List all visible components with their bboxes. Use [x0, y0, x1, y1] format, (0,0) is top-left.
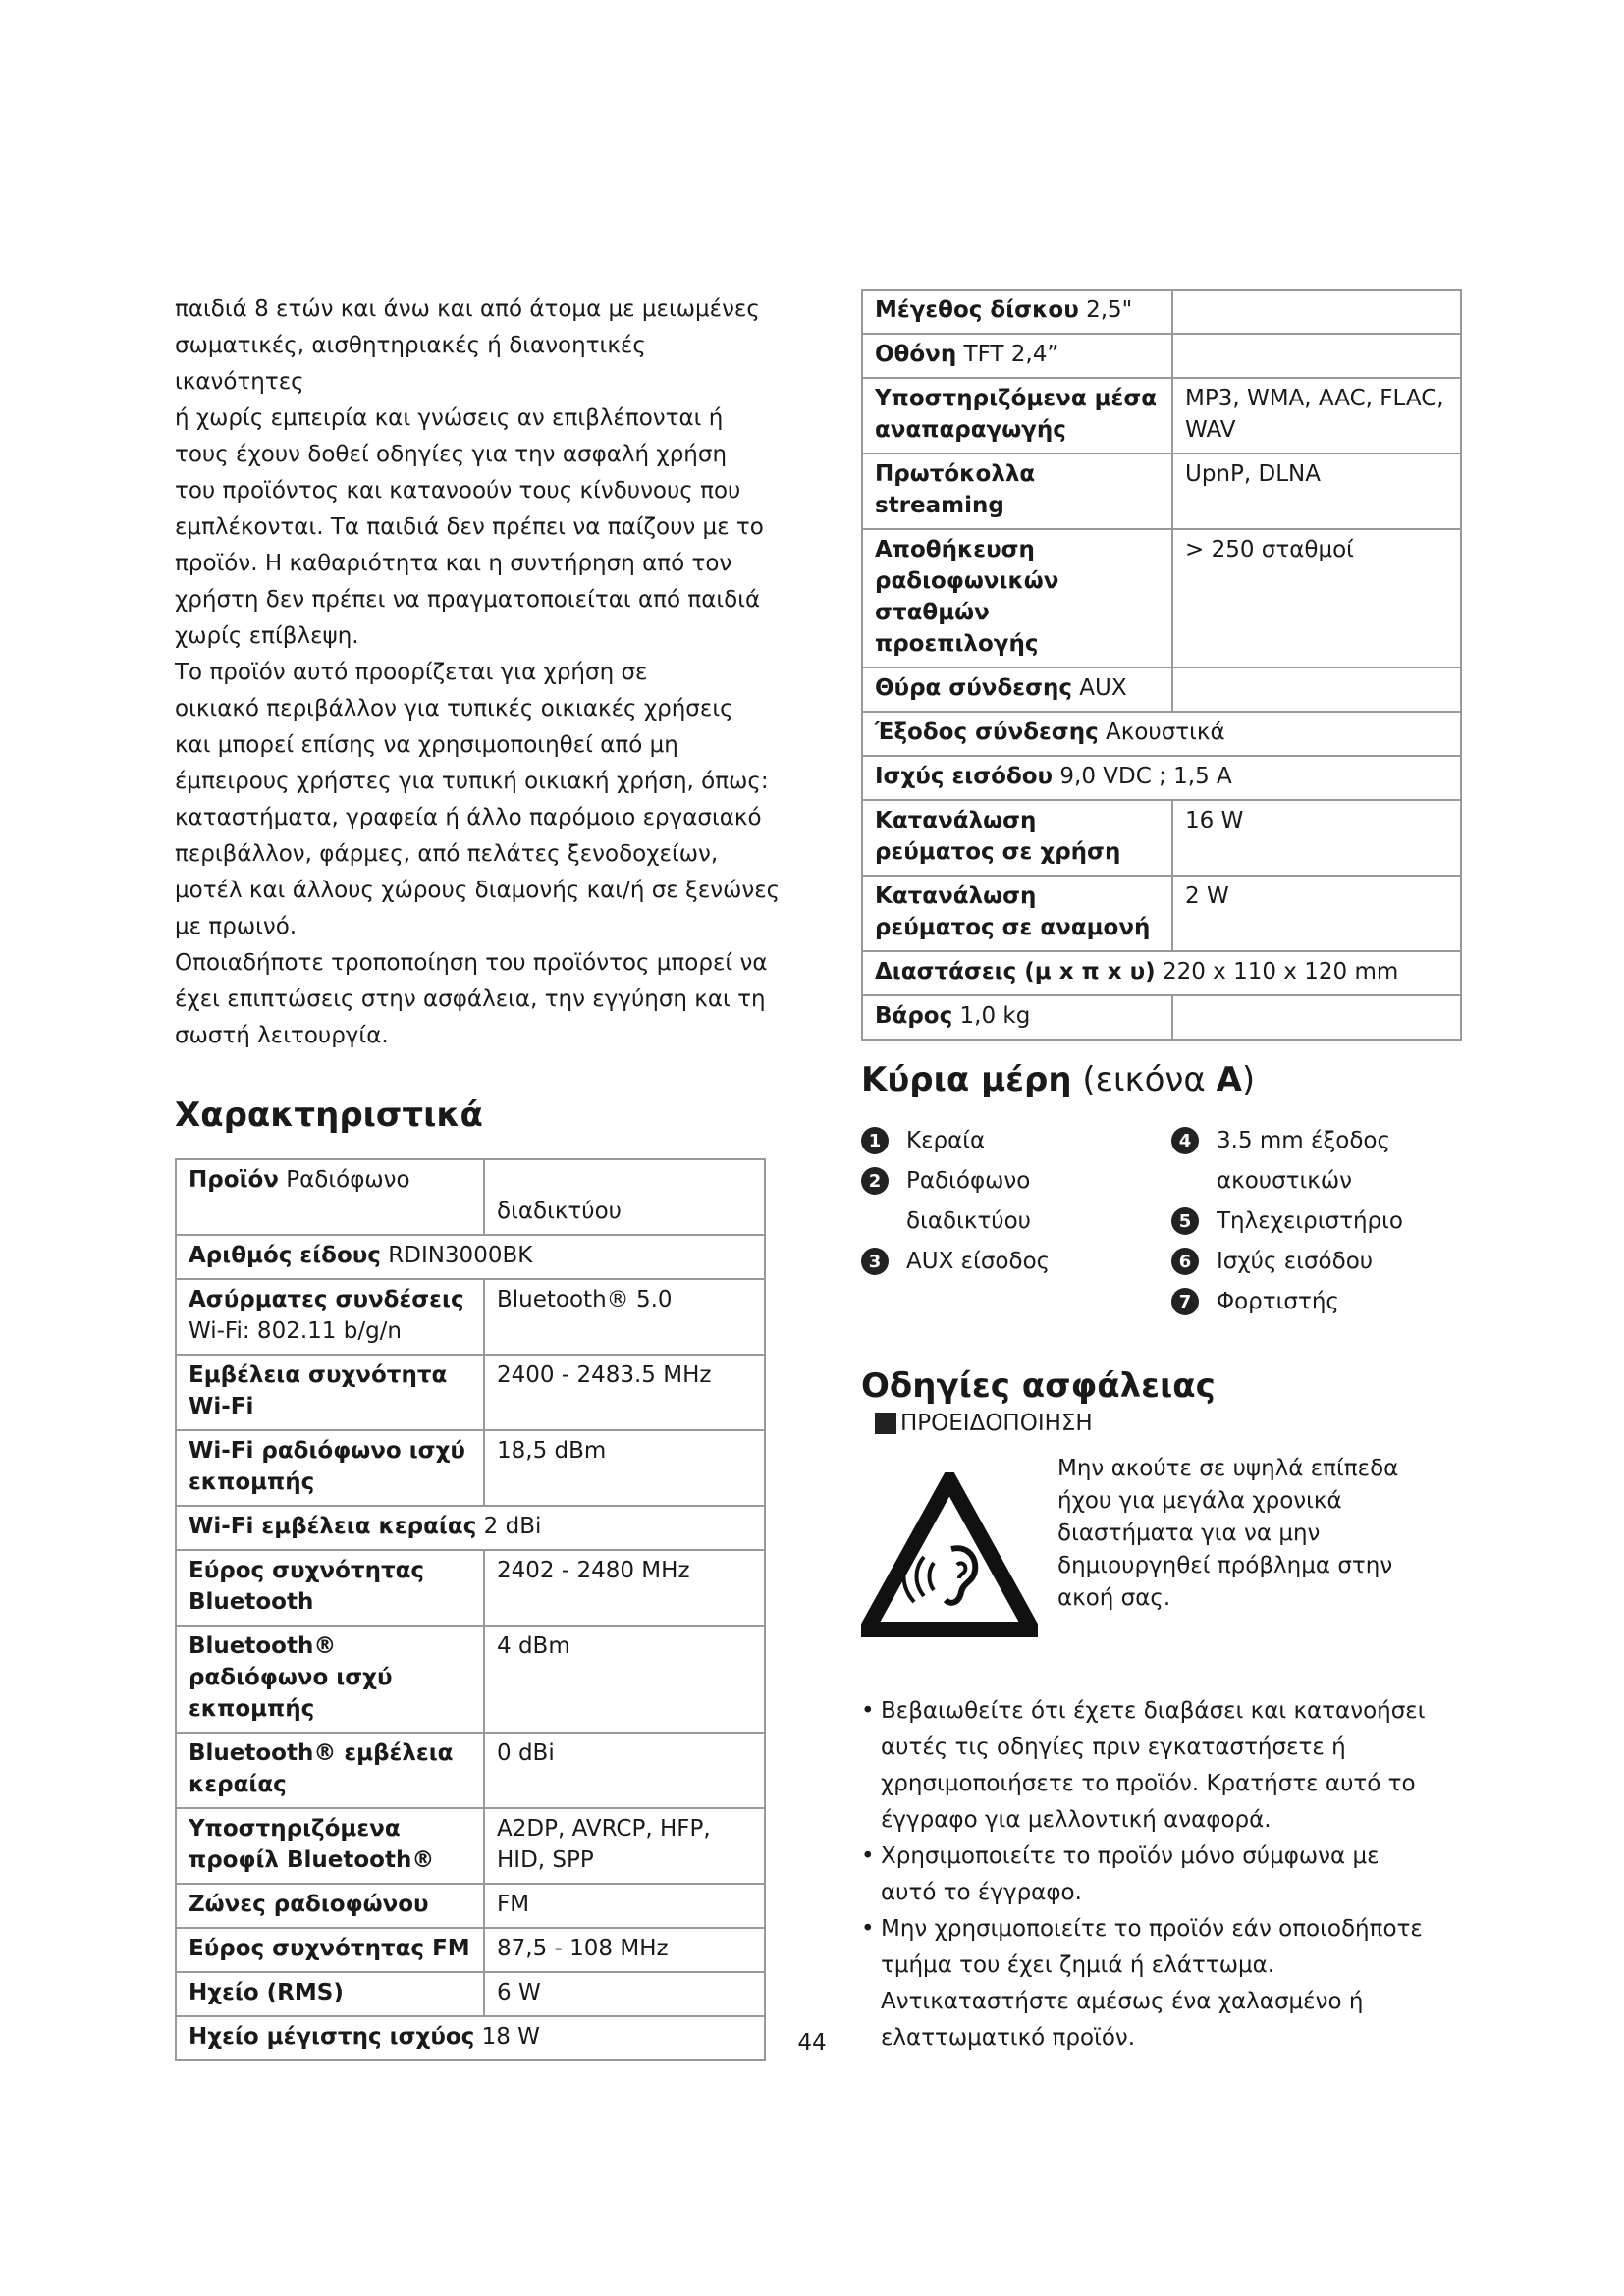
spec-inline-value: 18 W	[474, 2024, 540, 2050]
spec-value	[1172, 667, 1461, 712]
part-number-badge: 2	[861, 1167, 889, 1195]
spec-row	[862, 712, 1461, 756]
spec-value	[1172, 995, 1461, 1040]
spec-label-cell	[862, 800, 1172, 876]
warning-label	[875, 1408, 1462, 1439]
spec-label-cell	[862, 378, 1172, 454]
spec-row	[176, 1235, 765, 1279]
spec-label-cell	[862, 529, 1172, 667]
part-number-badge: 4	[1171, 1127, 1199, 1154]
spec-label-cell	[176, 1626, 484, 1733]
spec-row	[176, 1733, 765, 1808]
spec-row	[176, 1279, 765, 1355]
spec-row	[862, 290, 1461, 334]
spec-label-cell	[176, 1733, 484, 1808]
spec-label-cell	[862, 951, 1461, 995]
spec-label-cell	[176, 1235, 765, 1279]
spec-value: UpnP, DLNA	[1172, 454, 1461, 529]
spec-label: Έξοδος σύνδεσης	[875, 720, 1099, 745]
spec-inline-value: RDIN3000BK	[380, 1243, 533, 1268]
spec-inline-value: 220 x 110 x 120 mm	[1155, 959, 1399, 985]
safety-heading: Οδηγίες ασφάλειας	[861, 1366, 1216, 1406]
spec-label-cell	[176, 1355, 484, 1430]
spec-value: A2DP, AVRCP, HFP, HID, SPP	[484, 1808, 765, 1884]
spec-table-left	[175, 1158, 766, 2061]
parts-heading-close: )	[1241, 1060, 1256, 1099]
part-item	[1171, 1282, 1339, 1322]
spec-label: Wi-Fi ραδιόφωνο ισχύ εκπομπής	[189, 1438, 465, 1495]
spec-table-right	[861, 289, 1462, 1041]
spec-label: Μέγεθος δίσκου	[875, 297, 1079, 323]
spec-label: Αριθμός είδους	[189, 1243, 381, 1268]
spec-label: Ζώνες ραδιοφώνου	[189, 1892, 429, 1917]
spec-row	[176, 1626, 765, 1733]
spec-value: διαδικτύου	[484, 1159, 765, 1235]
spec-label: Εμβέλεια συχνότητα Wi-Fi	[189, 1362, 448, 1419]
spec-label: Wi-Fi εμβέλεια κεραίας	[189, 1514, 477, 1539]
parts-heading-bold: Κύρια μέρη	[861, 1060, 1072, 1099]
spec-row	[176, 1928, 765, 1972]
spec-row	[176, 1808, 765, 1884]
spec-inline-value: Ακουστικά	[1098, 720, 1225, 745]
part-number-badge: 5	[1171, 1207, 1199, 1235]
spec-row	[862, 334, 1461, 378]
spec-row	[862, 529, 1461, 667]
spec-value: FM	[484, 1884, 765, 1928]
part-label: 3.5 mm έξοδος ακουστικών	[1217, 1128, 1390, 1194]
spec-inline-value: 9,0 VDC ; 1,5 A	[1053, 764, 1232, 789]
part-item	[1171, 1242, 1373, 1282]
hearing-warning-icon	[861, 1472, 1038, 1639]
part-label: AUX είσοδος	[906, 1249, 1051, 1274]
intended-use-paragraph: Το προϊόν αυτό προορίζεται για χρήση σε οικιακό περιβάλλον για τυπικές οικιακές χρήσεις και μπορεί επίσης να χρησιμοποιηθεί από μη έμπειρους χρήστες για τυπική οικιακή χρήση, όπως: καταστήματα, γραφεία ή άλλο παρόμοιο εργασιακό περιβάλλον, φάρμες, από πελάτες ξενοδοχείων, μοτέλ και άλλους χώρους διαμονής και/ή σε ξενώνες με πρωινό.	[175, 660, 781, 939]
parts-heading-light: (εικόνα	[1071, 1060, 1217, 1099]
spec-label: Ηχείο (RMS)	[189, 1980, 344, 2005]
spec-label: Προϊόν	[189, 1167, 279, 1193]
spec-row	[176, 1355, 765, 1430]
spec-row	[176, 1159, 765, 1235]
spec-label: Υποστηριζόμενα προφίλ Bluetooth®	[189, 1816, 435, 1873]
part-label: Τηλεχειριστήριο	[1217, 1208, 1404, 1234]
spec-value: MP3, WMA, AAC, FLAC, WAV	[1172, 378, 1461, 454]
spec-label: Ισχύς εισόδου	[875, 764, 1054, 789]
part-item	[861, 1121, 985, 1161]
part-item	[1171, 1201, 1403, 1242]
warning-text: Μην ακούτε σε υψηλά επίπεδα ήχου για μεγάλα χρονικά διαστήματα για να μην δημιουργηθεί πρόβλημα στην ακοή σας.	[1057, 1456, 1399, 1611]
parts-list	[861, 1121, 1462, 1327]
spec-label-cell	[862, 334, 1172, 378]
spec-row	[176, 1884, 765, 1928]
spec-row	[862, 876, 1461, 951]
spec-row	[862, 756, 1461, 800]
part-item	[861, 1161, 1031, 1242]
spec-label-cell	[176, 1972, 484, 2016]
spec-value: 16 W	[1172, 800, 1461, 876]
spec-label-cell	[862, 454, 1172, 529]
modification-paragraph: Οποιαδήποτε τροποποίηση του προϊόντος μπορεί να έχει επιπτώσεις στην ασφάλεια, την εγγύηση και τη σωστή λειτουργία.	[175, 950, 768, 1048]
spec-inline-value: 2 dBi	[476, 1514, 542, 1539]
left-column	[175, 292, 782, 2061]
spec-row	[862, 378, 1461, 454]
spec-value: > 250 σταθμοί	[1172, 529, 1461, 667]
spec-value: Bluetooth® 5.0	[484, 1279, 765, 1355]
spec-label: Ασύρματες συνδέσεις	[189, 1287, 464, 1312]
safety-bullet: • Μην χρησιμοποιείτε το προϊόν εάν οποιοδήποτε τμήμα του έχει ζημιά ή ελάττωμα. Αντικαταστήστε αμέσως ένα χαλασμένο ή ελαττωματικό προϊόν.	[861, 1911, 1462, 2056]
spec-label-cell	[176, 1279, 484, 1355]
warning-block	[861, 1453, 1462, 1664]
warning-small-icon	[875, 1413, 896, 1434]
part-label: Ισχύς εισόδου	[1217, 1249, 1374, 1274]
spec-label: Πρωτόκολλα streaming	[875, 461, 1036, 518]
spec-value: 2400 - 2483.5 MHz	[484, 1355, 765, 1430]
spec-label: Βάρος	[875, 1003, 953, 1029]
spec-value: 4 dBm	[484, 1626, 765, 1733]
right-column	[861, 289, 1462, 2056]
spec-label: Bluetooth® εμβέλεια κεραίας	[189, 1740, 454, 1797]
intro-paragraph: παιδιά 8 ετών και άνω και από άτομα με μειωμένες σωματικές, αισθητηριακές ή διανοητικές ικανότητες ή χωρίς εμπειρία και γνώσεις αν επιβλέπονται ή τους έχουν δοθεί οδηγίες για την ασφαλή χρήση του προϊόντος και κατανοούν τους κίνδυνους που εμπλέκονται. Τα παιδιά δεν πρέπει να παίζουν με το προϊόν. Η καθαριότητα και η συντήρηση από τον χρήστη δεν πρέπει να πραγματοποιείται από παιδιά χωρίς επίβλεψη.	[175, 296, 764, 649]
spec-row	[862, 995, 1461, 1040]
spec-label-cell	[176, 1808, 484, 1884]
spec-value: 87,5 - 108 MHz	[484, 1928, 765, 1972]
spec-value	[1172, 290, 1461, 334]
spec-label: Υποστηριζόμενα μέσα αναπαραγωγής	[875, 386, 1158, 443]
spec-label-cell	[176, 1159, 484, 1235]
spec-label-cell	[176, 1928, 484, 1972]
spec-value: 6 W	[484, 1972, 765, 2016]
spec-value: 0 dBi	[484, 1733, 765, 1808]
spec-label: Αποθήκευση ραδιοφωνικών σταθμών προεπιλογής	[875, 537, 1059, 657]
parts-heading	[861, 1058, 1462, 1101]
spec-value	[1172, 334, 1461, 378]
warning-label-text: ΠΡΟΕΙΔΟΠΟΙΗΣΗ	[900, 1411, 1093, 1436]
safety-bullet: • Βεβαιωθείτε ότι έχετε διαβάσει και κατανοήσει αυτές τις οδηγίες πριν εγκαταστήσετε ή χρησιμοποιήσετε το προϊόν. Κρατήστε αυτό το έγγραφο για μελλοντική αναφορά.	[861, 1693, 1462, 1839]
spec-label-cell	[862, 712, 1461, 756]
spec-inline-value: AUX	[1072, 675, 1127, 701]
spec-label-cell	[862, 667, 1172, 712]
spec-row	[176, 1972, 765, 2016]
safety-bullets	[861, 1693, 1462, 2056]
spec-label-cell	[862, 876, 1172, 951]
part-number-badge: 3	[861, 1248, 889, 1275]
spec-inline-value: Wi-Fi: 802.11 b/g/n	[189, 1318, 402, 1344]
spec-label-cell	[862, 290, 1172, 334]
spec-label-cell	[862, 995, 1172, 1040]
spec-row	[862, 667, 1461, 712]
spec-row	[862, 454, 1461, 529]
spec-label: Κατανάλωση ρεύματος σε αναμονή	[875, 883, 1151, 940]
spec-row	[176, 1506, 765, 1550]
spec-value: 2 W	[1172, 876, 1461, 951]
spec-label: Θύρα σύνδεσης	[875, 675, 1072, 701]
spec-label-cell	[862, 756, 1461, 800]
part-number-badge: 1	[861, 1127, 889, 1154]
spec-label: Διαστάσεις (μ x π x υ)	[875, 959, 1156, 985]
spec-inline-value: 1,0 kg	[952, 1003, 1031, 1029]
part-number-badge: 6	[1171, 1248, 1199, 1275]
features-heading: Χαρακτηριστικά	[175, 1095, 483, 1135]
part-item	[1171, 1121, 1390, 1201]
parts-heading-ref: A	[1216, 1060, 1242, 1099]
spec-label-cell	[176, 1884, 484, 1928]
part-label: Φορτιστής	[1217, 1289, 1339, 1314]
spec-row	[176, 1550, 765, 1626]
spec-value: 2402 - 2480 MHz	[484, 1550, 765, 1626]
spec-row	[862, 951, 1461, 995]
spec-label: Εύρος συχνότητας FM	[189, 1936, 470, 1961]
spec-label: Κατανάλωση ρεύματος σε χρήση	[875, 808, 1121, 865]
spec-label: Οθόνη	[875, 342, 957, 367]
spec-inline-value: 2,5"	[1078, 297, 1133, 323]
spec-label-cell	[176, 1550, 484, 1626]
spec-label: Bluetooth® ραδιόφωνο ισχύ εκπομπής	[189, 1633, 393, 1722]
spec-inline-value: Ραδιόφωνο	[278, 1167, 410, 1193]
part-label: Ραδιόφωνο διαδικτύου	[906, 1168, 1031, 1234]
spec-label: Ηχείο μέγιστης ισχύος	[189, 2024, 475, 2050]
spec-label: Εύρος συχνότητας Bluetooth	[189, 1558, 425, 1615]
part-number-badge: 7	[1171, 1288, 1199, 1315]
spec-row	[862, 800, 1461, 876]
safety-bullet: • Χρησιμοποιείτε το προϊόν μόνο σύμφωνα με αυτό το έγγραφο.	[861, 1839, 1462, 1911]
spec-inline-value: TFT 2,4”	[956, 342, 1059, 367]
spec-label-cell	[176, 1430, 484, 1506]
spec-row	[176, 1430, 765, 1506]
part-item	[861, 1242, 1050, 1282]
spec-value: 18,5 dBm	[484, 1430, 765, 1506]
part-label: Κεραία	[906, 1128, 986, 1153]
page-number: 44	[797, 2030, 827, 2056]
spec-label-cell	[176, 1506, 765, 1550]
